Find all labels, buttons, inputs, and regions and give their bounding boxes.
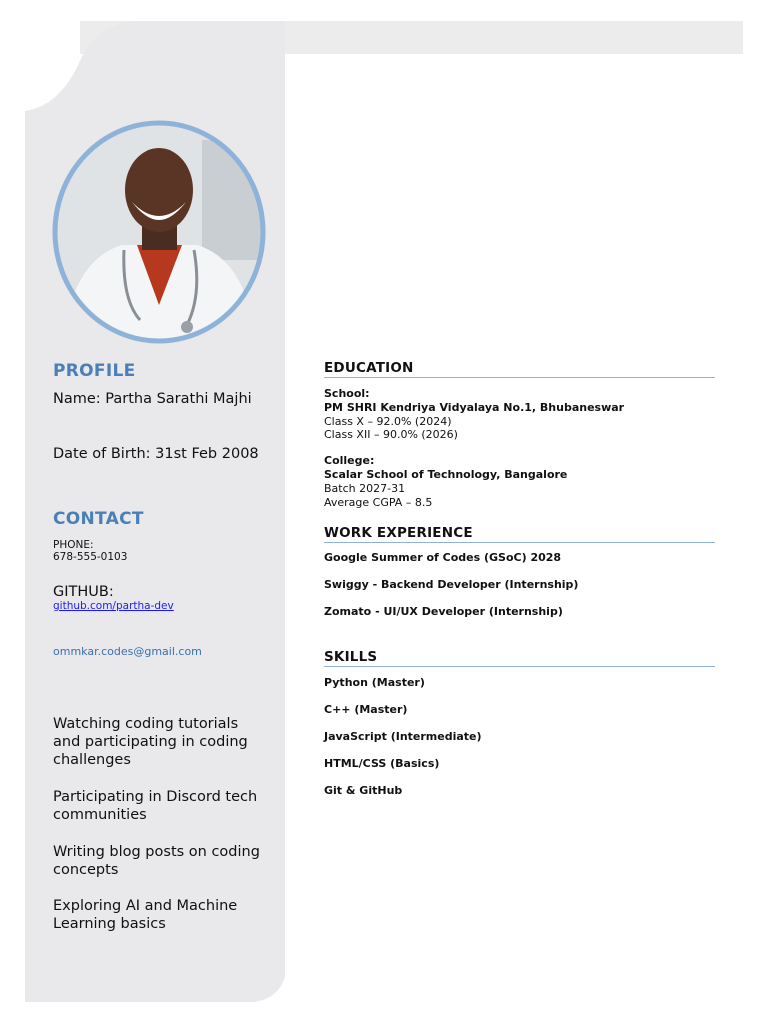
- interest-item: Participating in Discord tech communities: [53, 789, 258, 823]
- skills-heading: SKILLS: [324, 649, 715, 667]
- school-label: School:: [324, 387, 370, 400]
- profile-photo: [52, 120, 267, 345]
- school-line: Class XII – 90.0% (2026): [324, 428, 458, 441]
- skill-item: HTML/CSS (Basics): [324, 757, 440, 770]
- work-item: Google Summer of Codes (GSoC) 2028: [324, 551, 562, 564]
- interest-item: Exploring AI and Machine Learning basics: [53, 898, 238, 932]
- work-item: Swiggy - Backend Developer (Internship): [324, 578, 579, 591]
- school-line: Class X – 92.0% (2024): [324, 415, 452, 428]
- email-link[interactable]: ommkar.codes@gmail.com: [53, 645, 202, 658]
- skill-item: Python (Master): [324, 676, 425, 689]
- skill-item: Git & GitHub: [324, 784, 403, 797]
- profile-name: Name: Partha Sarathi Majhi: [53, 391, 252, 407]
- college-name: Scalar School of Technology, Bangalore: [324, 468, 568, 481]
- college-label: College:: [324, 454, 375, 467]
- work-heading: WORK EXPERIENCE: [324, 525, 715, 543]
- github-link[interactable]: github.com/partha-dev: [53, 600, 174, 612]
- phone-value: 678-555-0103: [53, 551, 128, 563]
- interest-item: Writing blog posts on coding concepts: [53, 844, 260, 878]
- github-label: GITHUB:: [53, 584, 114, 600]
- college-line: Batch 2027-31: [324, 482, 406, 495]
- work-item: Zomato - UI/UX Developer (Internship): [324, 605, 563, 618]
- contact-heading: CONTACT: [53, 509, 144, 529]
- education-heading: EDUCATION: [324, 360, 715, 378]
- skill-item: C++ (Master): [324, 703, 408, 716]
- profile-heading: PROFILE: [53, 361, 136, 381]
- profile-dob: Date of Birth: 31st Feb 2008: [53, 446, 259, 462]
- school-name: PM SHRI Kendriya Vidyalaya No.1, Bhubaneswar: [324, 401, 625, 414]
- phone-label: PHONE:: [53, 539, 94, 551]
- skill-item: JavaScript (Intermediate): [324, 730, 482, 743]
- interest-item: Watching coding tutorials and participating in coding challenges: [53, 716, 248, 768]
- college-line: Average CGPA – 8.5: [324, 496, 433, 509]
